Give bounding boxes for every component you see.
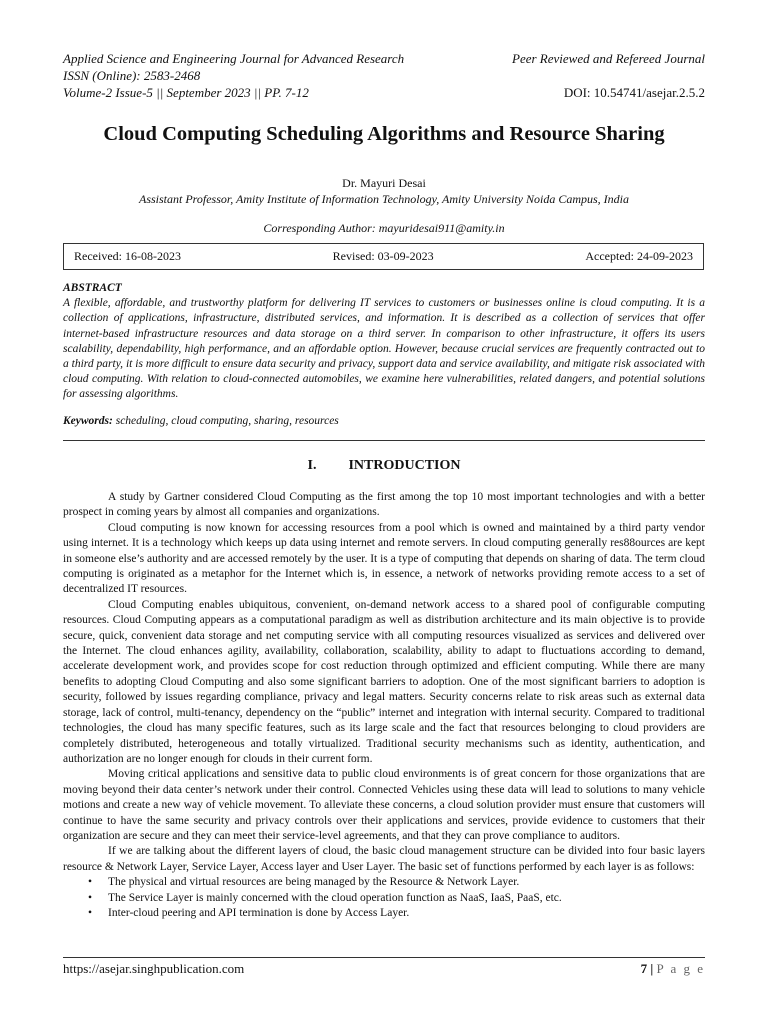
abstract-heading: ABSTRACT	[63, 282, 122, 294]
keywords-label: Keywords:	[63, 415, 113, 427]
paper-title: Cloud Computing Scheduling Algorithms and Resource Sharing	[103, 123, 665, 145]
doi: DOI: 10.54741/asejar.2.5.2	[563, 85, 705, 100]
body-text	[63, 490, 705, 921]
paragraph: Moving critical applications and sensitive data to public cloud environments is of great concern for those organizations that are moving beyond their data center’s network under their control. Connected Vehicles using these data will lead to solutions to many vehicle motions and create a new way of vehicle movement. To alleviate these concerns, a cloud solution provider must ensure that customers will continue to have the same security and privacy controls over their applications and services, provide evidence to customers that their organization are secure and they can meet their service-level agreements, and that they can prove compliance to auditors.	[63, 768, 705, 842]
section-number: I.	[307, 458, 317, 473]
section-divider	[63, 440, 705, 441]
corresponding-author: Corresponding Author: mayuridesai911@amity.in	[263, 221, 505, 235]
journal-name: Applied Science and Engineering Journal for Advanced Research	[63, 51, 405, 66]
revised-date: Revised: 03-09-2023	[332, 249, 434, 263]
paragraph: Cloud Computing enables ubiquitous, convenient, on-demand network access to a shared pool of configurable computing resources. Cloud Computing appears as a computational paradigm as well as distribution architecture and its main objective is to provide secure, quick, convenient data storage and net computing service with all computing resources visualized as services and delivered over the Internet. The cloud enhances agility, availability, collaboration, scalability, ability to adapt to fluctuations according to demand, accelerate development work, and provides scope for cost reduction through optimized and efficient computing. While there are many benefits to adopting Cloud Computing and also some significant barriers to adoption. One of the most significant barriers to adoption is security, followed by issues regarding compliance, privacy and legal matters. Security concerns relate to risk areas such as external data storage, lack of control, multi-tenancy, dependency on the “public” internet and integration with internal security. Compared to traditional technologies, the cloud has many specific features, such as its large scale and the fact that resources belonging to cloud providers are completely distributed, heterogeneous and totally virtualized. Traditional security mechanisms such as identity, authentication, and authorization are no longer enough for clouds in their current form.	[63, 598, 705, 765]
page-separator: |	[647, 961, 657, 976]
dates-box	[63, 243, 704, 270]
paragraph: A study by Gartner considered Cloud Computing as the first among the top 10 most important technologies and with a better prospect in coming years by almost all companies and organizations.	[63, 491, 705, 519]
abstract-section	[63, 281, 705, 403]
section-heading	[40, 458, 728, 474]
page-number-value: 7	[640, 961, 648, 976]
volume-info: Volume-2 Issue-5 || September 2023 || PP. 7-12	[63, 85, 309, 100]
author-name: Dr. Mayuri Desai	[342, 176, 426, 190]
paragraph: If we are talking about the different layers of cloud, the basic cloud management structure can be divided into four basic layers resource & Network Layer, Service Layer, Access layer and User Layer. The basic set of functions performed by each layer is as follows:	[63, 845, 705, 873]
paragraph: Cloud computing is now known for accessing resources from a pool which is owned and maintained by a third party vendor using internet. It is a technology which keeps up data using internet and remote servers. In cloud computing generally res88ources are kept in someone else’s authority and are accessed remotely by the user. It is a type of computing that depends on sharing of data. The term cloud computing is originated as a metaphor for the Internet which is, in essence, a network of networks providing remote access to a set of decentralized IT resources.	[63, 521, 706, 596]
peer-review-label: Peer Reviewed and Refereed Journal	[512, 51, 705, 66]
footer-url[interactable]: https://asejar.singhpublication.com	[63, 961, 245, 976]
keywords	[63, 414, 705, 429]
issn: ISSN (Online): 2583-2468	[63, 68, 201, 83]
page-word: P a g e	[656, 961, 705, 976]
section-title: INTRODUCTION	[348, 458, 461, 473]
list-item: • The physical and virtual resources are being managed by the Resource & Network Layer.	[108, 875, 705, 890]
layer-list	[63, 875, 705, 921]
accepted-date: Accepted: 24-09-2023	[585, 249, 693, 263]
journal-header	[63, 50, 705, 101]
list-item: • Inter-cloud peering and API termination is done by Access Layer.	[108, 906, 705, 921]
page-number	[641, 961, 705, 977]
list-item: • The Service Layer is mainly concerned with the cloud operation function as NaaS, IaaS, PaaS, etc.	[108, 891, 705, 906]
author-affiliation: Assistant Professor, Amity Institute of Information Technology, Amity University Noida Campus, India	[139, 192, 629, 206]
received-date: Received: 16-08-2023	[74, 249, 181, 263]
keywords-text: scheduling, cloud computing, sharing, resources	[112, 415, 339, 427]
page-footer	[63, 961, 705, 977]
abstract-text: A flexible, affordable, and trustworthy platform for delivering IT services to customers or businesses online is cloud computing. It is a collection of applications, infrastructure, distributed services, and information. It is described as a collection of services that offer internet-based infrastructure resources and data storage on a third server. In comparison to other infrastructure, it offers its users scalability, dependability, high performance, and an affordable option. However, because crucial services are frequently contracted out to a third party, it is more difficult to ensure data security and privacy, support data and service availability, and mitigate risk associated with cloud computing. With relation to cloud-connected automobiles, we examine here vulnerabilities, related dangers, and potential solutions for assessing algorithms.	[63, 297, 705, 401]
footer-divider	[63, 957, 705, 958]
